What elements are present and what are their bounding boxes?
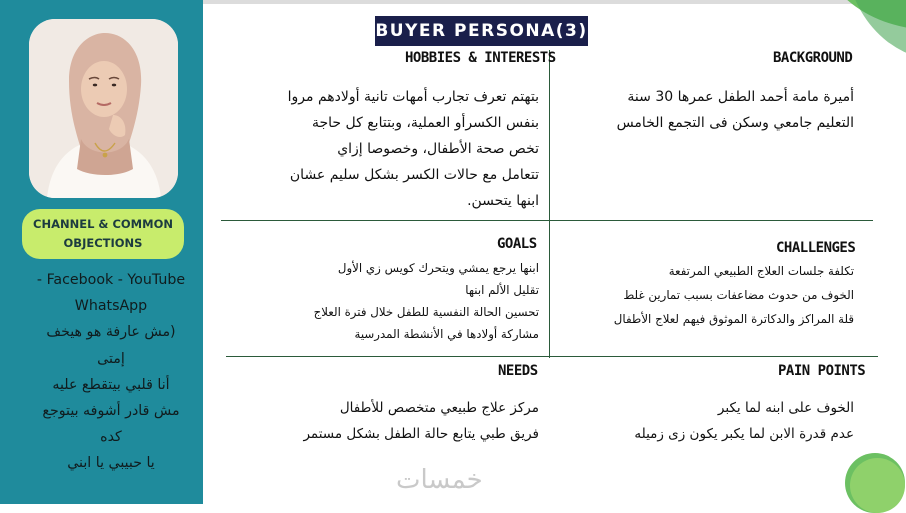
challenges-line: قلة المراكز والدكاترة الموثوق فيهم لعلاج الأطفال <box>613 312 854 326</box>
goals-line: ابنها يرجع يمشي ويتحرك كويس زي الأول <box>337 261 539 275</box>
channel-objections-label: CHANNEL & COMMON OBJECTIONS <box>33 217 173 250</box>
hobbies-text <box>228 84 539 214</box>
pain-points-line: الخوف على ابنه لما يكبر <box>717 400 854 416</box>
goals-line: مشاركة أولادها في الأنشطة المدرسية <box>354 327 539 341</box>
pain-points-line: عدم قدرة الابن لما يكبر يكون زى زميله <box>634 426 854 442</box>
channel-objections-pill <box>22 209 184 259</box>
hobbies-heading: HOBBIES & INTERESTS <box>405 50 556 66</box>
hobbies-line: بنفس الكسرأو العملية، وبتتابع كل حاجة <box>311 115 539 131</box>
sidebar-line: مش قادر أشوفه بيتوجع <box>42 403 180 420</box>
hobbies-line: تخص صحة الأطفال، وخصوصا إزاي <box>337 141 539 157</box>
challenges-text <box>556 259 854 331</box>
grid-divider-horizontal <box>221 220 873 221</box>
sidebar-line: إمتى <box>97 350 125 367</box>
pain-points-heading: PAIN POINTS <box>778 363 866 379</box>
goals-heading: GOALS <box>497 236 537 252</box>
goals-text <box>228 257 539 345</box>
needs-line: فريق طبي يتابع حالة الطفل بشكل مستمر <box>303 426 539 442</box>
goals-line: تحسين الحالة النفسية للطفل خلال فترة العلاج <box>313 305 539 319</box>
background-text <box>556 84 854 136</box>
sidebar-line: أنا قلبي بيتقطع عليه <box>52 376 170 393</box>
sidebar-line: كده <box>100 429 122 446</box>
pain-points-text <box>556 395 854 447</box>
page-title-text: BUYER PERSONA(3) <box>375 21 588 41</box>
channel-objections-text <box>22 267 200 477</box>
needs-text <box>228 395 539 447</box>
hobbies-line: بتهتم تعرف تجارب أمهات تانية أولادهم مروا <box>287 89 539 105</box>
corner-leaf-decoration-shade <box>845 0 906 60</box>
grid-divider-vertical <box>549 50 550 358</box>
challenges-line: الخوف من حدوث مضاعفات بسبب تمارين غلط <box>623 288 854 302</box>
goals-line: تقليل الألم ابنها <box>465 283 539 297</box>
hobbies-line: تتعامل مع حالات الكسر بشكل سليم عشان <box>289 167 539 183</box>
needs-line: مركز علاج طبيعي متخصص للأطفال <box>339 400 539 416</box>
background-line: أميرة مامة أحمد الطفل عمرها 30 سنة <box>627 89 854 105</box>
sidebar-line: WhatsApp <box>74 298 148 315</box>
corner-circle-decoration-inner <box>850 458 905 513</box>
sidebar-line: Facebook - YouTube - <box>36 272 186 288</box>
persona-photo <box>29 19 178 198</box>
background-line: التعليم جامعي وسكن فى التجمع الخامس <box>616 115 854 131</box>
needs-heading: NEEDS <box>498 363 538 379</box>
watermark: خمسات <box>396 465 483 495</box>
challenges-line: تكلفة جلسات العلاج الطبيعي المرتفعة <box>668 264 854 278</box>
background-heading: BACKGROUND <box>773 50 853 66</box>
sidebar-line: يا حبيبي يا ابني <box>67 455 155 472</box>
challenges-heading: CHALLENGES <box>776 240 856 256</box>
sidebar <box>0 0 203 504</box>
page-title <box>375 16 588 46</box>
hobbies-line: ابنها يتحسن. <box>467 193 539 209</box>
sidebar-line: (مش عارفة هو هيخف <box>46 324 176 341</box>
grid-divider-horizontal <box>226 356 878 357</box>
persona-illustration <box>29 19 178 198</box>
